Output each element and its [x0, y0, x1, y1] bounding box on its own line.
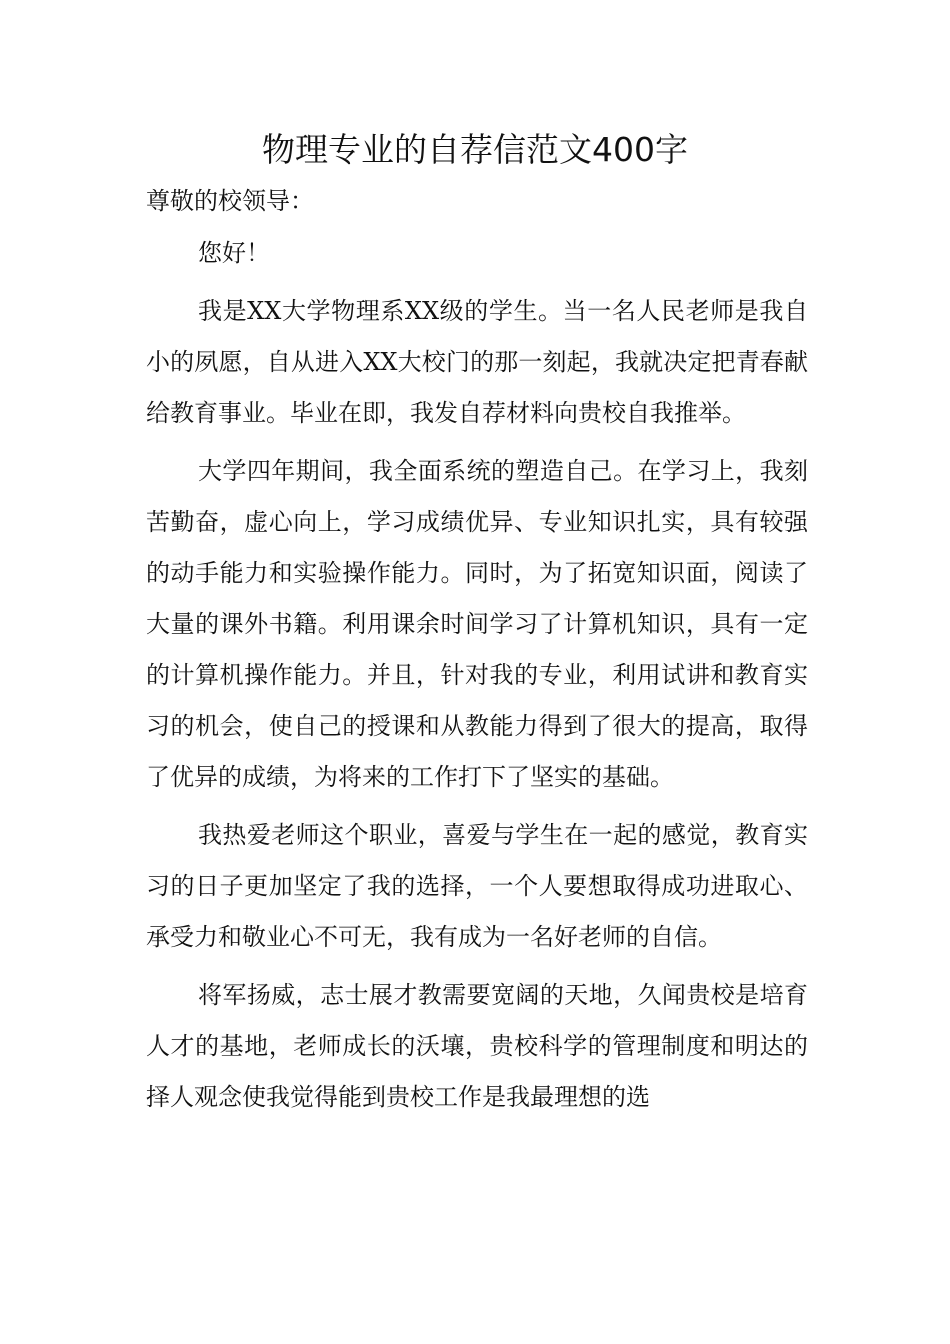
paragraph-intro: 我是XX大学物理系XX级的学生。当一名人民老师是我自小的夙愿，自从进入XX大校门的那一刻起，我就决定把青春献给教育事业。毕业在即，我发自荐材料向贵校自我推举。: [146, 297, 808, 427]
paragraph-career: 我热爱老师这个职业，喜爱与学生在一起的感觉，教育实习的日子更加坚定了我的选择，一个人要想取得成功进取心、承受力和敬业心不可无，我有成为一名好老师的自信。: [146, 821, 808, 951]
document-title: 物理专业的自荐信范文400字: [262, 130, 688, 169]
paragraph-school: 将军扬威，志士展才教需要宽阔的天地，久闻贵校是培育人才的基地，老师成长的沃壤，贵校科学的管理制度和明达的择人观念使我觉得能到贵校工作是我最理想的选: [146, 981, 808, 1111]
paragraph-university: 大学四年期间，我全面系统的塑造自己。在学习上，我刻苦勤奋，虚心向上，学习成绩优异、专业知识扎实，具有较强的动手能力和实验操作能力。同时，为了拓宽知识面，阅读了大量的课外书籍。利用课余时间学习了计算机知识，具有一定的计算机操作能力。并且，针对我的专业，利用试讲和教育实习的机会，使自己的授课和从教能力得到了很大的提高，取得了优异的成绩，为将来的工作打下了坚实的基础。: [146, 457, 808, 791]
letter-body: [146, 228, 808, 1130]
greeting: 您好！: [198, 239, 270, 267]
salutation: 尊敬的校领导：: [146, 187, 314, 215]
